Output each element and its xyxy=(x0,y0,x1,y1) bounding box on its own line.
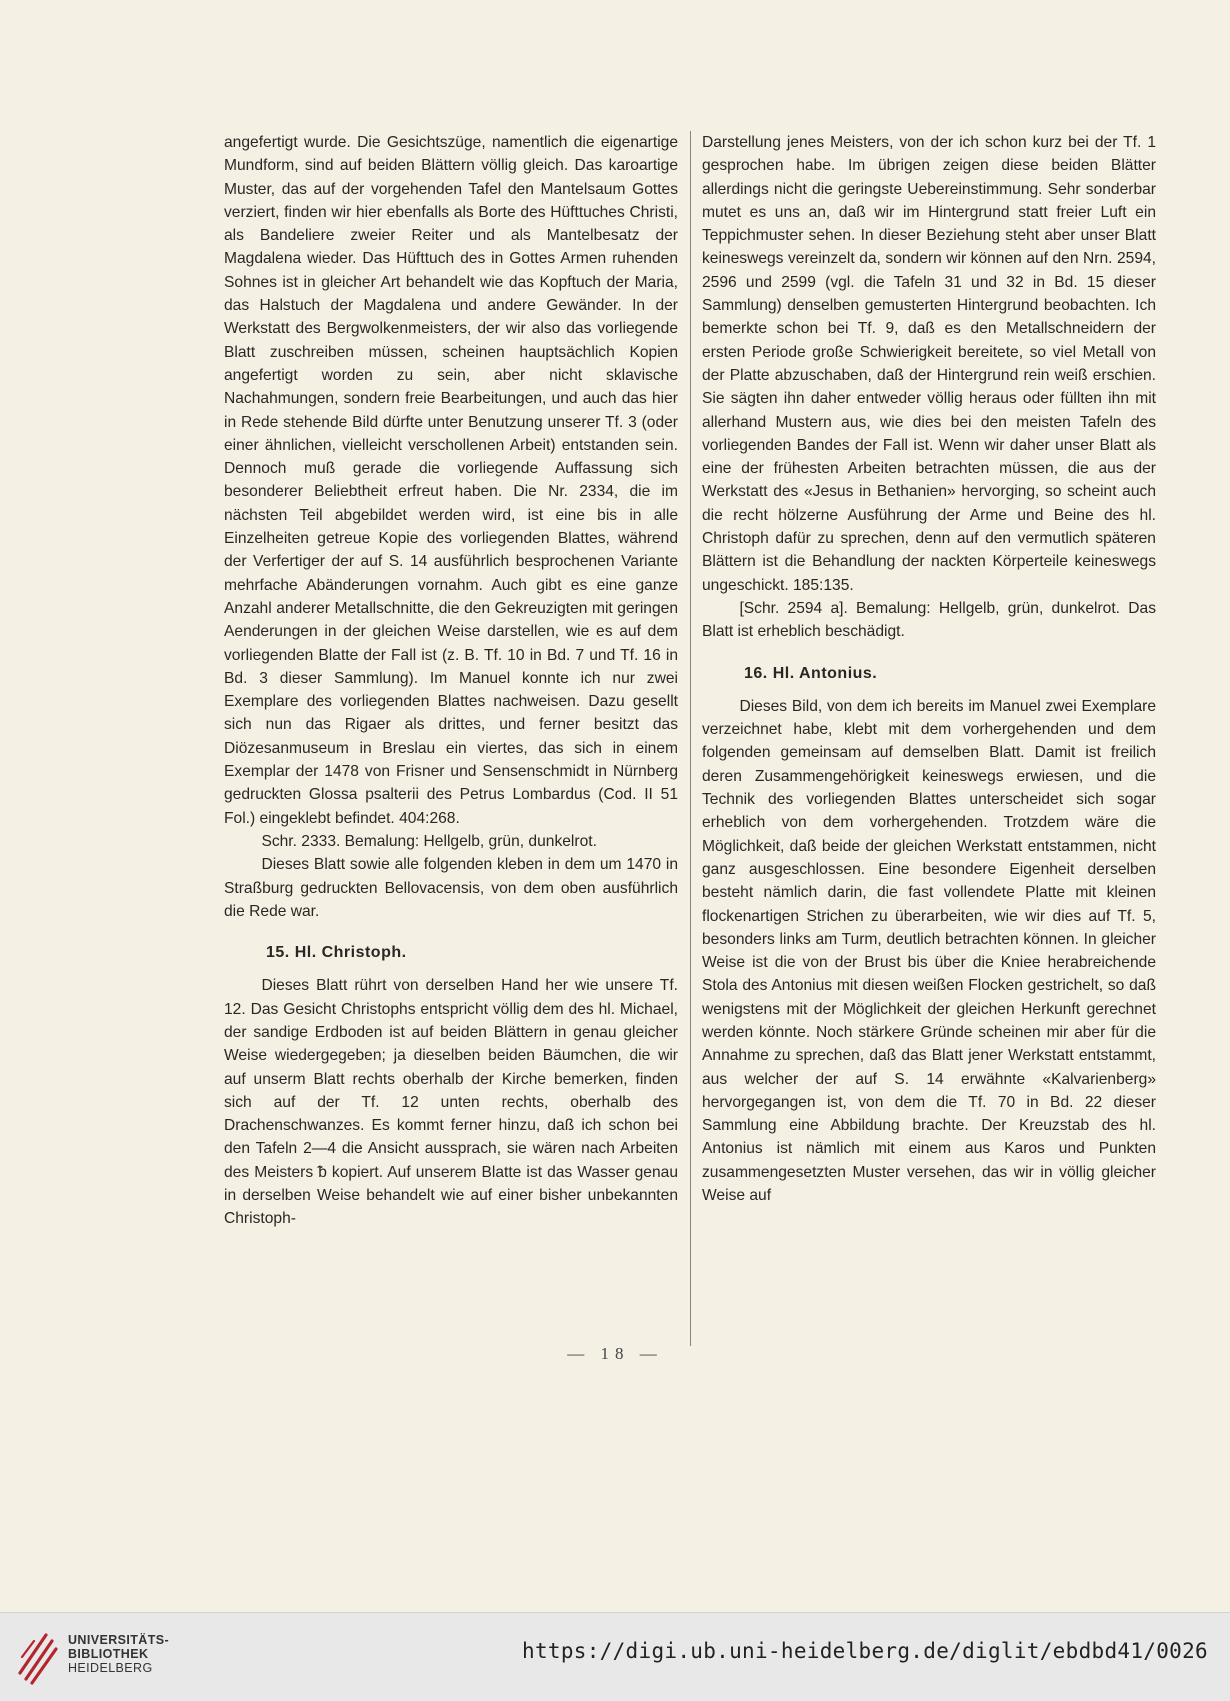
page-number: — 18 — xyxy=(567,1344,663,1363)
library-line-1: UNIVERSITÄTS- xyxy=(68,1633,170,1647)
right-column xyxy=(702,131,1156,1207)
right-section-paragraph: Dieses Bild, von dem ich bereits im Manuel zwei Exemplare verzeichnet habe, klebt mit dem vorhergehenden und dem folgenden gemeinsam auf demselben Blatt. Damit ist freilich deren Zusammengehörigkeit keineswegs erwiesen, und die Technik des vorliegenden Blattes unterscheidet sich sogar erheblich von dem vorhergehenden. Trotzdem wäre die Möglichkeit, daß beide der gleichen Werkstatt entstammen, nicht ganz ausgeschlossen. Eine besondere Eigenheit derselben besteht nämlich darin, die fast vollendete Platte mit kleinen flockenartigen Strichen zu überarbeiten, wie wir dies auf Tf. 5, besonders links am Turm, deutlich betrachten können. In gleicher Weise ist die von der Brust bis über die Kniee herabreichende Stola des Antonius mit diesen weißen Flocken gestrichelt, so daß wenigstens mit der Möglichkeit der gleichen Herkunft gerechnet werden könnte. Noch stärkere Gründe scheinen mir aber für die Annahme zu sprechen, daß das Blatt jener Werkstatt entstammt, aus welcher der auf S. 14 erwähnte «Kalvarienberg» hervorgegangen ist, von dem die Tf. 70 in Bd. 22 dieser Sammlung eine Abbildung brachte. Der Kreuzstab des hl. Antonius ist nämlich mit einem aus Karos und Punkten zusammengesetzten Muster versehen, das wir in völlig gleicher Weise auf xyxy=(702,697,1156,1205)
section-heading-15: 15. Hl. Christoph. xyxy=(266,944,407,962)
right-paragraph-2: [Schr. 2594 a]. Bemalung: Hellgelb, grün, dunkelrot. Das Blatt ist erheblich beschädigt. xyxy=(702,599,1156,641)
left-column xyxy=(224,131,678,1231)
library-line-2: BIBLIOTHEK xyxy=(68,1647,149,1661)
library-line-3: HEIDELBERG xyxy=(68,1661,153,1675)
ub-heidelberg-logo-icon[interactable] xyxy=(16,1627,58,1687)
permalink-url[interactable]: https://digi.ub.uni-heidelberg.de/diglit/ebdbd41/0026 xyxy=(522,1639,1208,1663)
left-section-paragraph: Dieses Blatt rührt von derselben Hand her wie unsere Tf. 12. Das Gesicht Christophs entspricht völlig dem des hl. Michael, der sandige Erdboden ist auf beiden Blättern in genau gleicher Weise wiedergegeben; ja dieselben beiden Bäumchen, die wir auf unserm Blatt rechts oberhalb der Kirche bemerken, finden sich auf der Tf. 12 unten rechts, oberhalb des Drachenschwanzes. Es kommt ferner hinzu, daß ich schon bei den Tafeln 2—4 die Ansicht aussprach, sie wären nach Arbeiten des Meisters ᵬ kopiert. Auf unserem Blatte ist das Wasser genau in derselben Weise behandelt wie auf einer bisher unbekannten Christoph- xyxy=(224,977,678,1228)
library-name[interactable] xyxy=(68,1633,169,1675)
viewer-footer xyxy=(0,1612,1230,1701)
section-heading-16: 16. Hl. Antonius. xyxy=(744,664,878,682)
left-paragraph-1: angefertigt wurde. Die Gesichtszüge, namentlich die eigenartige Mundform, sind auf beiden Blättern völlig gleich. Das karoartige Muster, das auf der vorgehenden Tafel den Mantelsaum Gottes verziert, finden wir hier ebenfalls als Borte des Hüfttuches Christi, als Bandeliere zweier Reiter und als Mantelbesatz der Magdalena wieder. Das Hüfttuch des in Gottes Armen ruhenden Sohnes ist in gleicher Art behandelt wie das Kopftuch der Maria, das Halstuch der Magdalena und andere Gewänder. In der Werkstatt des Bergwolkenmeisters, der wir also das vorliegende Blatt zuschreiben müssen, scheinen hauptsächlich Kopien angefertigt worden zu sein, aber nicht sklavische Nachahmungen, sondern freie Bearbeitungen, und auch das hier in Rede stehende Bild dürfte unter Benutzung unserer Tf. 3 (oder einer ähnlichen, vielleicht verschollenen Arbeit) entstanden sein. Dennoch muß gerade die vorliegende Auffassung sich besonderer Beliebtheit erfreut haben. Die Nr. 2334, die im nächsten Teil abgebildet werden wird, ist eine bis in alle Einzelheiten getreue Kopie des vorliegenden Blattes, während der Verfertiger der auf S. 14 ausführlich besprochenen Variante mehrfache Abänderungen vornahm. Auch gibt es eine ganze Anzahl anderer Metallschnitte, die den Gekreuzigten mit geringen Aenderungen in der gleichen Weise darstellen, wie es auf dem vorliegenden Blatte der Fall ist (z. B. Tf. 10 in Bd. 7 und Tf. 16 in Bd. 3 dieser Sammlung). Im Manuel konnte ich nur zwei Exemplare des vorliegenden Blattes nachweisen. Dazu gesellt sich nun das Rigaer als drittes, und ferner besitzt das Diözesanmuseum in Breslau ein viertes, das sich in einem Exemplar der 1478 von Frisner und Sensenschmidt in Nürnberg gedruckten Glossa psalterii des Petrus Lombardus (Cod. II 51 Fol.) eingeklebt befindet. 404:268. xyxy=(224,134,678,827)
left-paragraph-2: Schr. 2333. Bemalung: Hellgelb, grün, dunkelrot. xyxy=(261,832,597,850)
right-paragraph-1: Darstellung jenes Meisters, von der ich schon kurz bei der Tf. 1 gesprochen habe. Im übrigen zeigen diese beiden Blätter allerdings nicht die geringste Uebereinstimmung. Sehr sonderbar mutet es uns an, daß wir im Hintergrund statt freier Luft ein Teppichmuster sehen. In dieser Beziehung steht aber unser Blatt keineswegs vereinzelt da, sondern wir können auf den Nrn. 2594, 2596 und 2599 (vgl. die Tafeln 31 und 32 in Bd. 15 dieser Sammlung) denselben gemusterten Hintergrund beobachten. Ich bemerkte schon bei Tf. 9, daß es den Metallschneidern der ersten Periode große Schwierigkeit bereitete, so viel Metall von der Platte abzuschaben, daß der Hintergrund rein weiß erschien. Sie sägten ihn daher entweder völlig heraus oder füllten ihn mit allerhand Mustern aus, wie dies bei den meisten Tafeln des vorliegenden Bandes der Fall ist. Wenn wir daher unser Blatt als eine der frühesten Arbeiten betrachten müssen, die aus der Werkstatt des «Jesus in Bethanien» hervorging, so scheint auch die recht hölzerne Ausführung der Arme und Beine des hl. Christoph dafür zu sprechen, denn auf den vermutlich späteren Blättern ist die Behandlung der nackten Körperteile keineswegs ungeschickt. 185:135. xyxy=(702,134,1156,594)
column-divider xyxy=(690,131,691,1346)
left-paragraph-3: Dieses Blatt sowie alle folgenden kleben in dem um 1470 in Straßburg gedruckten Bellovacensis, von dem oben ausführlich die Rede war. xyxy=(224,856,678,920)
